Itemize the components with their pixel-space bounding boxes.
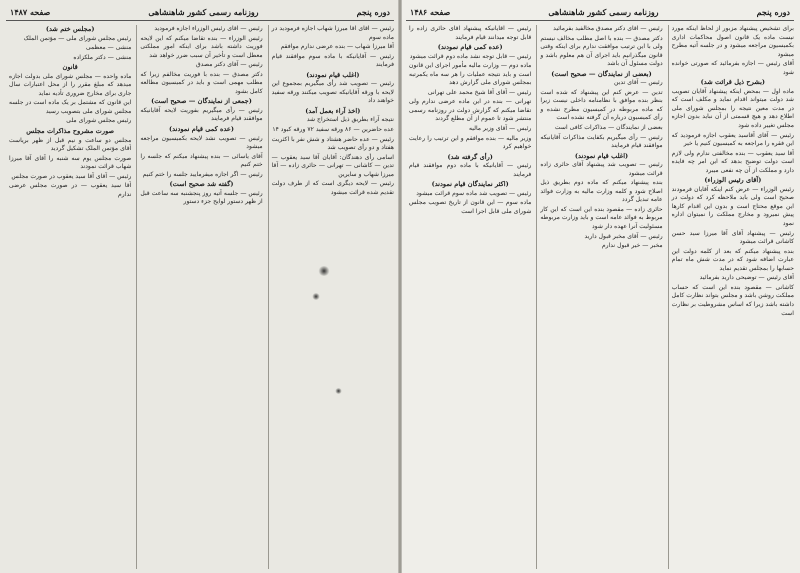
paragraph: رئیس — رأی میگیریم بفوریت لایحه آقایانیکه موافقند قیام فرمایند	[140, 106, 263, 123]
section-note: (آقای رئیس الوزراء)	[704, 176, 762, 185]
paragraph: آقا میرزا شهاب — بنده عرضی ندارم موافقم	[280, 43, 394, 51]
paragraph: رئیس الوزراء — بنده تقاضا میکنم که این لایحه فوریت داشته باشد برای اینکه امور مملکتی معطل است و تأخیر آن سبب ضرر خواهد شد	[140, 34, 263, 59]
text-column	[136, 25, 262, 569]
paragraph: آقا سید یعقوب — در صورت مجلس عرضی ندارم	[9, 182, 132, 198]
paragraph: رئیس — اگر اجازه میفرمایید جلسه را ختم کنیم	[142, 170, 263, 178]
right-page-session: دوره پنجم	[756, 7, 790, 17]
paragraph: رئیس — آقای آقا سید یعقوب در صورت مجلس	[11, 172, 132, 180]
left-page-title: روزنامه رسمی کشور شاهنشاهی	[148, 7, 259, 17]
paragraph: دکتر مصدق — بنده با اصل مطلب مخالف نیستم ولی با این ترتیب موافقت ندارم برای اینکه وقتی قانون میگذرانیم باید اجرای آن هم معلوم باشد و دولت مسئول آن باشد	[540, 34, 663, 68]
paragraph: ماده دوم — وزارت مالیه مأمور اجرای این قانون است و باید نتیجه عملیات را هر سه ماه یکمرتبه بمجلس شورای ملی گزارش دهد	[409, 62, 532, 87]
paragraph: ماده سوم — این قانون از تاریخ تصویب مجلس شورای ملی قابل اجرا است	[409, 199, 532, 215]
left-page-header	[6, 4, 394, 21]
paragraph: رئیس — آقای آقاسید یعقوب اجازه فرمودید که این فقره را مراجعه به کمیسیون کنیم یا خیر	[671, 131, 794, 148]
right-page-title: روزنامه رسمی کشور شاهنشاهی	[548, 7, 659, 17]
right-page	[400, 0, 800, 573]
section-note: (بشرح ذیل قرائت شد)	[700, 78, 766, 87]
paragraph: رئیس — آقای تدین	[614, 79, 663, 87]
paragraph: رئیس الوزراء — عرض کنم اینکه آقایان فرمودند صحیح است ولی باید ملاحظه کرد که دولت در این موقع محتاج است و بدون این اقدام کارها پیش نمیرود و مخارج مملکت را نمیتوان اداره نمود	[671, 185, 794, 228]
paragraph: رئیس — آقای دکتر مصدق	[196, 61, 263, 69]
paragraph: بنده پیشنهاد میکنم که بعد از کلمه دولت این عبارت اضافه شود که در مدت شش ماه تمام حسابها را بمجلس تقدیم نماید	[671, 247, 794, 272]
paragraph: رئیس — آقای رئیس الوزراء اجازه فرمودید	[154, 25, 263, 32]
text-column	[536, 25, 662, 569]
text-column	[668, 25, 794, 569]
section-note: (اغلب قیام نمودند)	[574, 151, 629, 160]
paragraph: رئیس — لایحه دیگری است که از طرف دولت تقدیم شده قرائت میشود	[271, 180, 394, 196]
paragraph: بنده پیشنهاد میکنم که ماده دوم بطریق ذیل اصلاح شود و کلمه وزارت مالیه به وزارت فوائد عامه تبدیل گردد	[540, 179, 663, 204]
paragraph: این قانون که مشتمل بر یک ماده است در جلسه مجلس شورای ملی بتصویب رسید	[9, 99, 132, 115]
paragraph: مجلس دو ساعت و نیم قبل از ظهر بریاست آقای مؤتمن الملک تشکیل گردید	[9, 136, 132, 153]
section-note: قانون	[62, 63, 78, 72]
section-note: (جمعی از نمایندگان — صحیح است)	[151, 97, 252, 106]
paragraph: آقای رئیس — توضیحی دارید بفرمائید	[699, 274, 794, 282]
paragraph: رئیس — قابل توجه نشد ماده دوم قرائت میشود	[409, 52, 532, 60]
paragraph: رئیس — آقایانیکه با ماده سوم موافقند قیام فرمایند	[271, 52, 394, 69]
section-note: (گفته شد صحیح است)	[169, 180, 234, 189]
paragraph: بعضی از نمایندگان — مذاکرات کافی است	[554, 124, 663, 132]
paragraph: رئیس — تصویب شد پیشنهاد آقای حائری زاده قرائت میشود	[540, 161, 663, 177]
paragraph: صورت مجلس یوم سه شنبه را آقای آقا میرزا شهاب قرائت نمودند	[9, 154, 132, 171]
paragraph: رئیس — آقای آقا میرزا شهاب اجازه فرمودید در ماده سوم	[271, 25, 394, 41]
text-column	[6, 25, 131, 569]
text-column	[268, 25, 394, 569]
paragraph: آقای یاسائی — بنده پیشنهاد میکنم که جلسه را ختم کنیم	[140, 152, 263, 169]
paragraph: رئیس — آقای آقا شیخ محمد علی تهرانی	[427, 88, 532, 96]
left-page-session: دوره پنجم	[356, 7, 390, 17]
paragraph: رئیس — عده حاضر هشتاد و شش نفر با اکثریت هفتاد و دو رأی تصویب شد	[271, 135, 394, 152]
paragraph: تدین — عرض کنم این پیشنهاد که شده است بنظر بنده موافق با نظامنامه داخلی نیست زیرا که ماده مربوطه در کمیسیون مطرح نشده و رأی کمیسیون درباره آن گرفته نشده است	[540, 88, 663, 122]
paragraph: رئیس — آقای مخبر قبول دارید	[584, 232, 663, 240]
paragraph: آقا سید یعقوب — بنده مخالفتی ندارم ولی لازم است دولت توضیح بدهد که این امر چه فایده دارد و مملکت از آن چه نفعی میبرد	[671, 149, 794, 174]
paragraph: رئیس — جلسه آتیه روز پنجشنبه سه ساعت قبل از ظهر دستور لوایح جزء دستور	[140, 189, 263, 206]
paragraph: برای تشخیص پیشنهاد مزبور از لحاظ اینکه مورد نیست ماده یک قانون اصول محاکمات اداری بکمیسیون مراجعه میشود و در جلسه آتیه مطرح میشود	[671, 25, 794, 58]
right-page-columns	[406, 21, 794, 569]
paragraph: وزیر مالیه — بنده موافقم و این ترتیب را رعایت خواهیم کرد	[409, 134, 532, 151]
paragraph: رئیس — تصویب شد ماده سوم قرائت میشود	[416, 189, 532, 197]
paragraph: کاشانی — مقصود بنده این است که حساب مملکت روشن باشد و مجلس بتواند نظارت کامل داشته باشد زیرا که اساس مشروطیت بر نظارت است	[671, 283, 794, 317]
section-note: (مجلس ختم شد)	[45, 25, 95, 33]
right-page-header	[406, 4, 794, 21]
paragraph: منشی — دکتر ملکزاده	[73, 53, 132, 61]
paragraph: مخبر — خیر قبول ندارم	[601, 242, 663, 250]
paragraph: رئیس — آقای وزیر مالیه	[468, 125, 532, 133]
paragraph: منشی — معظمی	[85, 44, 132, 52]
section-note: (اخذ آراء بعمل آمد)	[305, 106, 361, 115]
paragraph: دکتر مصدق — بنده با فوریت مخالفم زیرا که مطلب مهمی است و باید در کمیسیون مطالعه کامل بشود	[140, 70, 263, 95]
text-column	[406, 25, 531, 569]
section-note: (اکثر نمایندگان قیام نمودند)	[431, 180, 509, 189]
left-page-label: صفحه ۱۴۸۷	[10, 7, 51, 17]
paragraph: حائری زاده — مقصود بنده این است که این کار مربوط به فوائد عامه است و باید وزارت مربوطه مسئولیت آنرا عهده دار شود	[540, 205, 663, 231]
paragraph: رئیس — رأی میگیریم بکفایت مذاکرات آقایانیکه موافقند قیام فرمایند	[540, 133, 663, 150]
paragraph: اسامی رأی دهندگان: آقایان آقا سید یعقوب — تدین — کاشانی — تهرانی — حائری زاده — آقا میرزا شهاب و سایرین	[271, 153, 394, 178]
paragraph: رئیس — پیشنهاد آقای آقا میرزا سید حسن کاشانی قرائت میشود	[671, 229, 794, 246]
section-note: صورت مشروح مذاکرات مجلس	[26, 127, 115, 136]
section-note: (عده کمی قیام نمودند)	[169, 125, 234, 134]
page-gutter	[398, 0, 402, 573]
paragraph: رئیس — آقای دکتر مصدق مخالفید بفرمائید	[553, 25, 663, 32]
section-note: (اغلب قیام نمودند)	[306, 70, 360, 79]
section-note: (رأی گرفته شد)	[447, 152, 493, 161]
left-page-columns	[6, 21, 394, 569]
paragraph: ماده واحده — مجلس شورای ملی بدولت اجازه میدهد که مبلغ مقرر را از محل اعتبارات سال جاری برای مخارج ضروری تأدیه نماید	[9, 72, 132, 97]
paragraph: ماده اول — بمحض اینکه پیشنهاد آقایان تصویب شد دولت میتواند اقدام نماید و مکلف است که در مدت معین نتیجه را بمجلس شورای ملی اطلاع دهد و هیچ قسمتی از آن نباید بدون اجازه مجلس تغییر داده شود	[671, 87, 794, 130]
right-page-label: صفحه ۱۴۸۶	[410, 7, 451, 17]
paragraph: رئیس — تصویب نشد لایحه بکمیسیون مراجعه میشود	[140, 134, 263, 151]
paragraph: رئیس — تصویب شد رأی میگیریم بمجموع این لایحه با ورقه آقایانیکه تصویب میکنند ورقه سفید خواهند داد	[271, 80, 394, 105]
paragraph: تهرانی — بنده در این ماده عرضی ندارم ولی تقاضا میکنم که گزارش دولت در روزنامه رسمی منتشر شود تا عموم از آن مطلع گردند	[409, 98, 532, 123]
section-note: (بعضی از نمایندگان — صحیح است)	[551, 69, 652, 78]
paragraph: نتیجه آراء بطریق ذیل استخراج شد	[306, 116, 394, 124]
paragraph: عده حاضرین — ۸۶ ورقه سفید ۷۲ ورقه کبود ۱۴	[272, 126, 394, 134]
paragraph: رئیس — آقایانیکه با ماده دوم موافقند قیام فرمایند	[409, 162, 532, 178]
paragraph: رئیس مجلس شورای ملی	[66, 117, 132, 125]
paragraph: رئیس مجلس شورای ملی — مؤتمن الملک	[23, 34, 132, 42]
paragraph: آقای رئیس — اجازه بفرمائید که صورتی خوانده شود	[671, 60, 794, 76]
paragraph: رئیس — آقایانیکه پیشنهاد آقای حائری زاده را قابل توجه میدانند قیام فرمایند	[409, 25, 532, 41]
section-note: (عده کمی قیام نمودند)	[437, 43, 503, 52]
